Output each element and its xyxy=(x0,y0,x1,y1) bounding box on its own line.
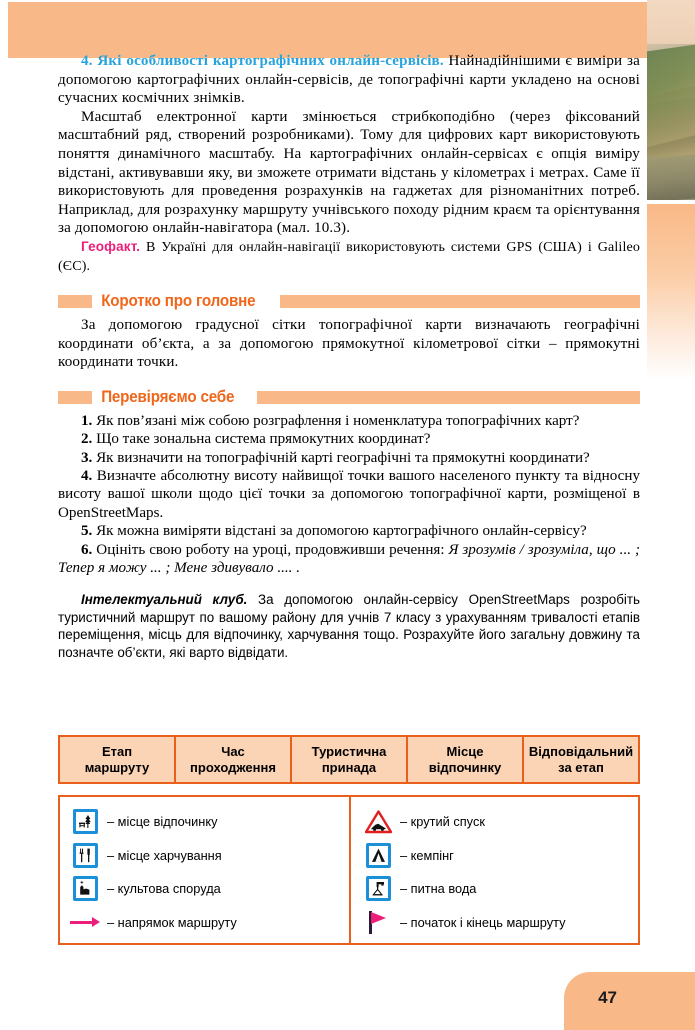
top-decorative-band xyxy=(8,2,648,58)
legend-label: – культова споруда xyxy=(107,881,221,897)
legend-item xyxy=(70,906,343,939)
question-number: 2. xyxy=(81,431,93,448)
table-header-cell: Місце відпочинку xyxy=(406,735,524,784)
legend-item xyxy=(70,805,343,838)
question-item xyxy=(58,522,640,540)
question-number: 4. xyxy=(81,467,93,484)
subsection-heading: 4. Які особливості картографічних онлайн-сервісів. xyxy=(81,53,444,69)
picnic-rest-area-sign-icon xyxy=(70,809,100,834)
question-text: Як визначити на топографічній карті географічні та прямокутні координати? xyxy=(92,449,590,466)
paragraph-question-4-text: Найнадійнішими є виміри за допомогою картографічних онлайн-сервісів, де топографічні карти укладено на основі сучасних космічних знімків. xyxy=(58,53,640,107)
legend-label: – місце відпочинку xyxy=(107,814,218,829)
questions-list xyxy=(58,412,640,578)
map-symbols-legend xyxy=(58,795,640,945)
photo-sky xyxy=(647,0,695,44)
header-bar-right xyxy=(280,295,640,308)
legend-item xyxy=(363,839,632,872)
intellectual-club-block xyxy=(58,591,640,661)
question-number: 6. xyxy=(81,541,93,558)
question-number: 1. xyxy=(81,412,93,429)
camping-sign-icon xyxy=(363,843,393,868)
paragraph-question-4 xyxy=(58,52,640,108)
legend-label: – питна вода xyxy=(400,881,477,897)
section-title-questions: Перевіряємо себе xyxy=(101,388,235,407)
legend-column-right xyxy=(349,797,638,943)
question-text: Визначте абсолютну висоту найвищої точки вашого населеного пункту та відносну висоту вашої школи щодо цієї точки за допомогою топографічної карти, розміщеної в OpenStreetMaps. xyxy=(58,467,640,521)
landscape-photo-strip xyxy=(647,0,695,200)
legend-column-left xyxy=(60,797,349,943)
question-italic-text: Я зрозумів / зрозуміла, що ... ; Тепер я можу ... ; Мене здивувало .... . xyxy=(58,541,640,576)
bottom-decorative-band xyxy=(564,972,695,1030)
legend-label: – крутий спуск xyxy=(400,814,485,829)
legend-item xyxy=(363,872,632,905)
legend-item xyxy=(363,906,632,939)
steep-descent-warning-sign-icon xyxy=(363,810,393,834)
question-item xyxy=(58,412,640,430)
page-number: 47 xyxy=(598,988,617,1007)
geofact-block xyxy=(58,238,640,276)
question-item xyxy=(58,430,640,448)
legend-item xyxy=(363,805,632,838)
table-header-cell: Відповідальний за етап xyxy=(522,735,640,784)
section-header-summary xyxy=(58,292,640,312)
right-gradient-strip xyxy=(647,204,695,380)
header-bar-left xyxy=(58,295,92,308)
text-column xyxy=(58,52,640,674)
intellectual-club-text: За допомогою онлайн-сервісу OpenStreetMaps розробіть туристичний маршрут по вашому району для учнів 7 класу з урахуванням тривалості етапів переміщення, місць для відпочинку, харчування тощо. Розрахуйте його загальну довжину та позначте об’єкти, які варто відвідати. xyxy=(58,592,640,660)
table-header-cell: Час проходження xyxy=(174,735,292,784)
geofact-label: Геофакт. xyxy=(81,238,141,254)
legend-label: – напрямок маршруту xyxy=(107,914,237,930)
legend-item xyxy=(70,839,343,872)
table-header-cell: Етап маршруту xyxy=(58,735,176,784)
restaurant-sign-icon xyxy=(70,843,100,868)
legend-item xyxy=(70,872,343,905)
header-bar-right xyxy=(257,391,640,404)
question-item xyxy=(58,467,640,522)
summary-text: За допомогою градусної сітки топографічної карти визначають географічні координати об’єкта, а за допомогою прямокутної кілометрової сітки – прямокутні координати точки. xyxy=(58,316,640,371)
question-text: Що таке зональна система прямокутних координат? xyxy=(92,431,431,448)
question-item xyxy=(58,449,640,467)
section-header-questions xyxy=(58,388,640,408)
section-title-summary: Коротко про головне xyxy=(101,292,256,311)
legend-label: – місце харчування xyxy=(107,847,222,863)
intellectual-club-label: Інтелектуальний клуб. xyxy=(81,592,248,608)
drinking-water-sign-icon xyxy=(363,876,393,901)
question-number: 5. xyxy=(81,523,93,540)
question-text: Як пов’язані між собою розграфлення і номенклатура топографічних карт? xyxy=(92,412,580,429)
geofact-text: В Україні для онлайн-навігації використовують системи GPS (США) і Galileo (ЄС). xyxy=(58,239,640,274)
route-direction-arrow-icon xyxy=(70,917,100,927)
header-bar-left xyxy=(58,391,92,404)
photo-ridge-3 xyxy=(647,153,695,200)
table-header-cell: Туристична принада xyxy=(290,735,408,784)
question-item xyxy=(58,541,640,578)
paragraph-scale: Масштаб електронної карти змінюється стрибкоподібно (через фіксований масштабний ряд, створений розробниками). Тому для цифрових карт використовують поняття динамічного масштабу. На картографічних онлайн-сервісах є опція виміру відстані, активувавши яку, ви зможете отримати відстань у кілометрах і метрах. Саме її використовують для проведення розрахунків на гаджетах для різноманітних потреб. Наприклад, для розрахунку маршруту учнівського походу рідним краєм та орієнтування за допомогою онлайн-навігатора (мал. 10.3). xyxy=(58,108,640,237)
route-start-end-flag-icon xyxy=(363,910,393,935)
question-text: Оцініть свою роботу на уроці, продовживши речення: xyxy=(92,541,449,558)
route-planning-table xyxy=(58,735,640,784)
place-of-worship-sign-icon xyxy=(70,876,100,901)
legend-label: – кемпінг xyxy=(400,847,454,863)
legend-label: – початок і кінець маршруту xyxy=(400,914,566,930)
question-text: Як можна виміряти відстані за допомогою картографічного онлайн-сервісу? xyxy=(92,523,587,540)
question-number: 3. xyxy=(81,449,93,466)
